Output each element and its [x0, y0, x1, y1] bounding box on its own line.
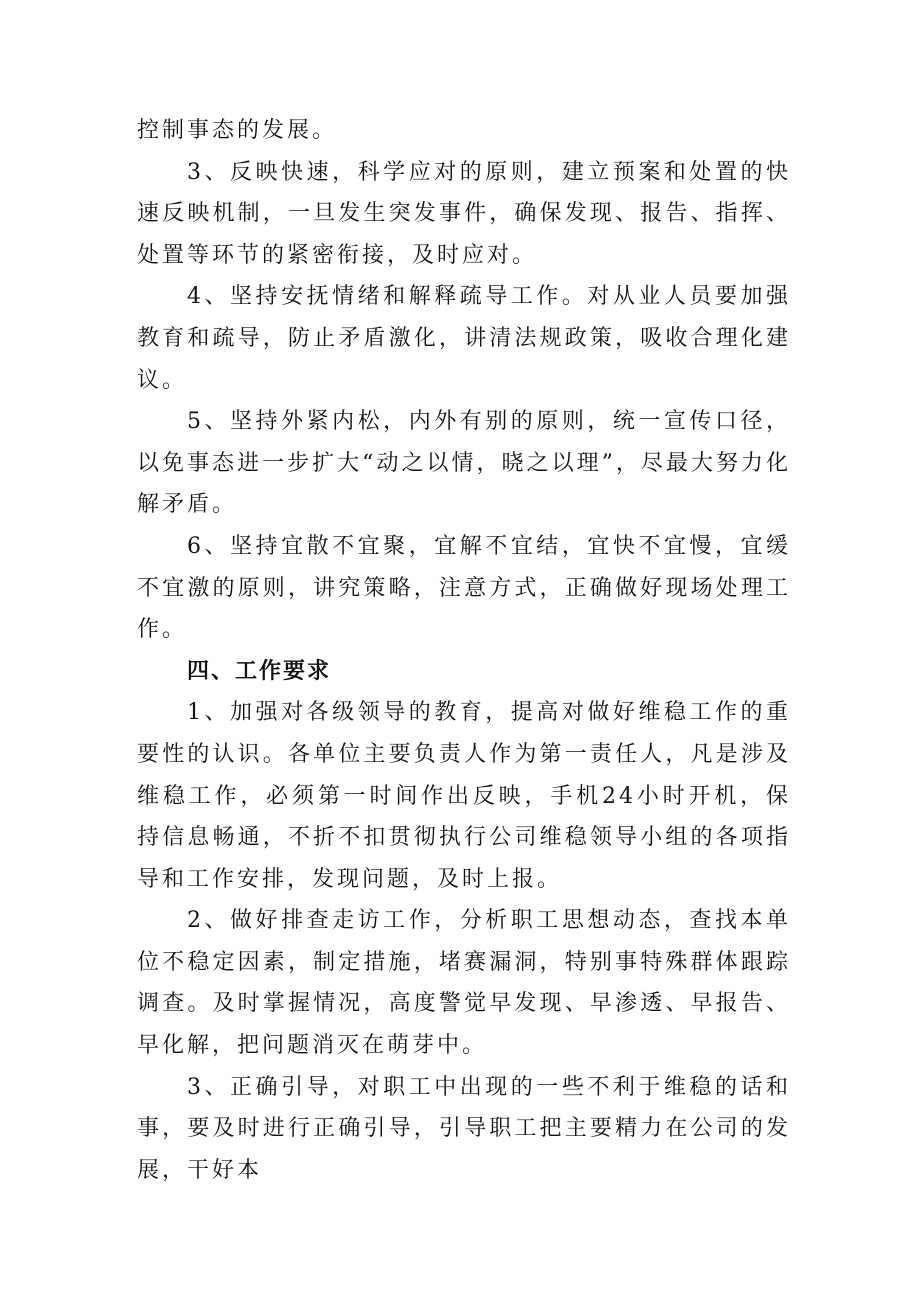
paragraph-requirement-2: 2、做好排查走访工作，分析职工思想动态，查找本单位不稳定因素，制定措施，堵赛漏洞，特别事特殊群体跟踪调查。及时掌握情况，高度警觉早发现、早渗透、早报告、早化解，把问题消灭在萌芽中。 [137, 908, 791, 1059]
document-body [137, 110, 791, 1191]
paragraph-principle-3: 3、反映快速，科学应对的原则，建立预案和处置的快速反映机制，一旦发生突发事件，确保发现、报告、指挥、处置等环节的紧密衔接，及时应对。 [137, 159, 791, 268]
paragraph-principle-4: 4、坚持安抚情绪和解释疏导工作。对从业人员要加强教育和疏导，防止矛盾激化，讲清法规政策，吸收合理化建议。 [137, 284, 791, 393]
paragraph-principle-5: 5、坚持外紧内松，内外有别的原则，统一宣传口径，以免事态进一步扩大“动之以情，晓之以理”，尽最大努力化解矛盾。 [137, 409, 791, 518]
paragraph-continuation: 控制事态的发展。 [137, 118, 338, 143]
paragraph-principle-6: 6、坚持宜散不宜聚，宜解不宜结，宜快不宜慢，宜缓不宜激的原则，讲究策略，注意方式，正确做好现场处理工作。 [137, 533, 791, 643]
paragraph-requirement-3: 3、正确引导，对职工中出现的一些不利于维稳的话和事，要及时进行正确引导，引导职工把主要精力在公司的发展，干好本 [137, 1074, 791, 1183]
paragraph-requirement-1: 1、加强对各级领导的教育，提高对做好维稳工作的重要性的认识。各单位主要负责人作为第一责任人，凡是涉及维稳工作，必须第一时间作出反映，手机24小时开机，保持信息畅通，不折不扣贯彻执行公司维稳领导小组的各项指导和工作安排，发现问题，及时上报。 [137, 700, 791, 892]
section-heading: 四、工作要求 [187, 658, 332, 684]
